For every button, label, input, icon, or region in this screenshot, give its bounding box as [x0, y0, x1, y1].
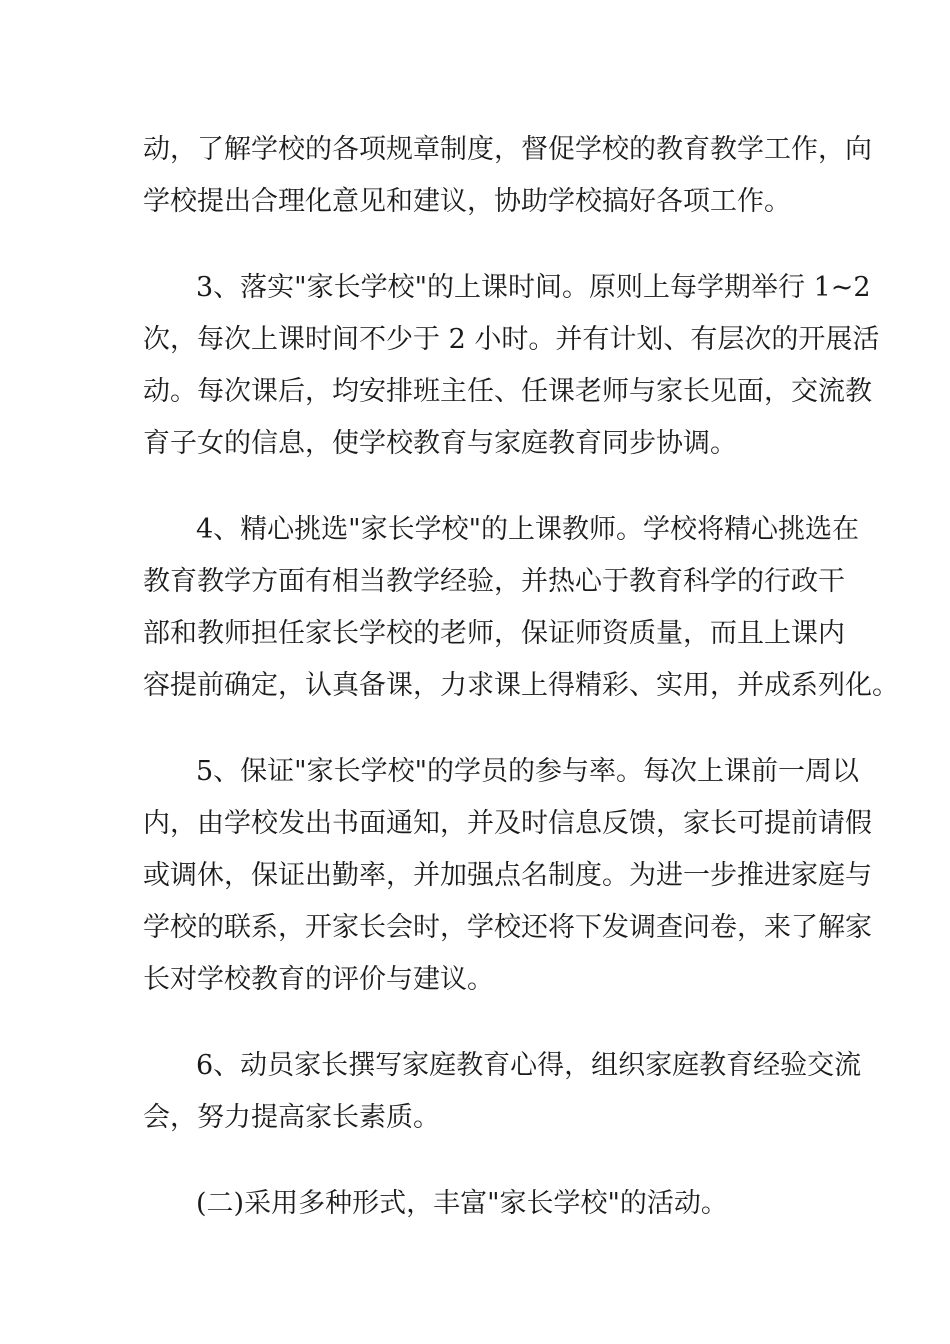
- paragraph-continuation: [143, 124, 872, 228]
- text-line: 动，了解学校的各项规章制度，督促学校的教育教学工作，向: [143, 134, 872, 165]
- paragraph-item-3: [143, 262, 880, 470]
- paragraph-item-5: [143, 746, 872, 1006]
- text-line: 4、精心挑选"家长学校"的上课教师。学校将精心挑选在: [196, 514, 860, 545]
- paragraph-gap: [143, 228, 808, 262]
- paragraph-item-6: [143, 1040, 862, 1144]
- text-line: 学校提出合理化意见和建议，协助学校搞好各项工作。: [143, 186, 791, 217]
- text-line: 学校的联系，开家长会时，学校还将下发调查问卷，来了解家: [143, 912, 872, 943]
- section-heading-2: [143, 1178, 808, 1230]
- text-line: 长对学校教育的评价与建议。: [143, 964, 494, 995]
- text-line: 部和教师担任家长学校的老师，保证师资质量，而且上课内: [143, 618, 845, 649]
- paragraph-gap: [143, 712, 808, 746]
- text-line: 容提前确定，认真备课，力求课上得精彩、实用，并成系列化。: [143, 670, 899, 701]
- text-line: 育子女的信息，使学校教育与家庭教育同步协调。: [143, 428, 737, 459]
- text-line: 教育教学方面有相当教学经验，并热心于教育科学的行政干: [143, 566, 845, 597]
- paragraph-gap: [143, 1144, 808, 1178]
- text-line: 6、动员家长撰写家庭教育心得，组织家庭教育经验交流: [196, 1050, 862, 1081]
- document-body: [143, 124, 899, 1230]
- text-line: 3、落实"家长学校"的上课时间。原则上每学期举行 1~2: [196, 272, 871, 303]
- text-line: 5、保证"家长学校"的学员的参与率。每次上课前一周以: [196, 756, 860, 787]
- text-line: 内，由学校发出书面通知，并及时信息反馈，家长可提前请假: [143, 808, 872, 839]
- paragraph-gap: [143, 1006, 808, 1040]
- paragraph-item-4: [143, 504, 899, 712]
- paragraph-gap: [143, 470, 808, 504]
- text-line: 或调休，保证出勤率，并加强点名制度。为进一步推进家庭与: [143, 860, 872, 891]
- text-line: 会，努力提高家长素质。: [143, 1102, 440, 1133]
- text-line: 次，每次上课时间不少于 2 小时。并有计划、有层次的开展活: [143, 324, 880, 355]
- text-line: 动。每次课后，均安排班主任、任课老师与家长见面，交流教: [143, 376, 872, 407]
- text-line: (二)采用多种形式，丰富"家长学校"的活动。: [196, 1188, 728, 1219]
